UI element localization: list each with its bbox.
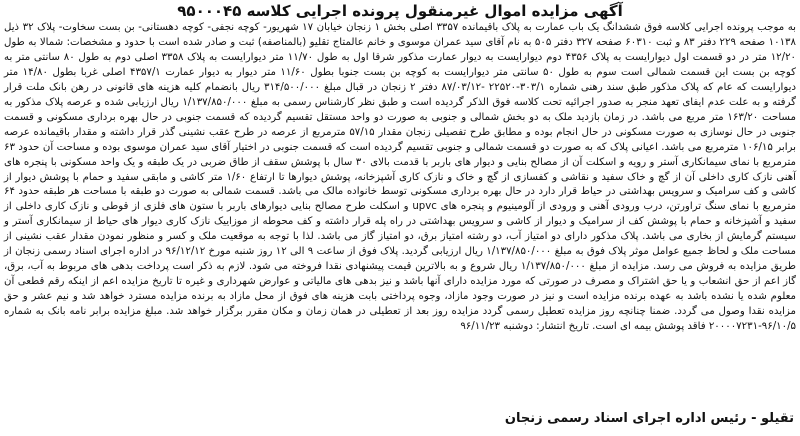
notice-title: آگهی مزایده اموال غیرمنقول پرونده اجرایی کلاسه ۹۵۰۰۰۴۵ [177,2,623,20]
notice-signature: تقیلو - رئیس اداره اجرای اسناد رسمی زنجان [504,411,794,426]
notice-body: به موجب پرونده اجرایی کلاسه فوق ششدانگ یک باب عمارت به پلاک باقیمانده ۳۳۵۷ اصلی بخش ۱ زنجان خیابان ۱۷ شهریور- کوچه نجفی- کوچه دهستانی- بن بست سخاوت- پلاک ۳۲ ذیل ۱۰۱۳۸ صفحه ۲۲۹ دفتر ۸۳ و ثبت ۶۰۳۱۰ صفحه ۳۲۷ دفتر ۵۰۵ به نام آقای سید عمران موسوی و خانم عالمتاج تقلیو (بالمناصفه) ثبت و صادر شده است با حدود و مشخصات: شمالا به طول ۱۲/۲۰ متر در دو قسمت اول دیوارایست به پلاک ۴۳۵۶ دوم دیوارایست به دیوار عمارت مذکور شرقا اول به طول ۱۱/۷۰ متر دیوارایست به پلاک ۳۳۵۸ اصلی دوم به طول ۸۰ سانتی متر به کوچه بن بست این قسمت شمالی است سوم به طول ۵۰ سانتی متر دیوارایست به کوچه بن بست جنوبا بطول ۱۱/۶۰ متر دیوار به دیوار عمارت ۴۳۵۷/۱ اصلی غربا بطول ۱۴/۸۰ متر دیوارایست که عام که پلاک مذکور طبق سند رهنی شماره ۳۰۳/۱-۲۲۵۲۰ -۸۷/۰۳/۱۲ دفتر ۲ زنجان در قبال مبلغ ۳۱۴/۵۰۰/۰۰۰ ریال بانضمام کلیه هزینه های قانونی در رهن بانک ملت قرار گرفته و به علت عدم ایفای تعهد منجر به صدور اجرائیه تحت کلاسه فوق الذکر گردیده است و طبق نظر کارشناس رسمی به مبلغ ۱/۱۳۷/۸۵۰/۰۰۰ ریال ارزیابی شده و عرصه پلاک مذکور به مساحت ۱۶۳/۲۰ متر مربع می باشد. در زمان بازدید ملک به دو بخش شمالی و جنوبی به صورت دو واحد مستقل تقسیم گردیده که قسمت جنوبی در حال بهره برداری مسکونی و قسمت جنوبی در حال نوسازی به صورت مسکونی در حال انجام بوده و مطابق طرح تفصیلی زنجان مقدار ۵۷/۱۵ مترمربع از عرصه در طرح عقب نشینی گذر قرار داشته و مقدار باقیمانده عرصه برابر ۱۰۶/۱۵ مترمربع می باشد. اعیانی پلاک که به صورت دو قسمت شمالی و جنوبی تقسیم گردیده است که قسمت جنوبی در اختیار آقای سید عمران موسوی بوده و مساحت آن حدود ۶۳ مترمربع با نمای سیمانکاری آستر و رویه و اسکلت آن از مصالح بنایی و دیوار های باربر با قدمت بالای ۳۰ سال با پوشش سقف از طاق ضربی در یک طبقه و یک واحد مسکونی با پنجره های آهنی نازک کاری داخلی آن از گچ و خاک سفید و نقاشی و کفسازی از گچ و خاک و نازک کاری آشپزخانه، پوشش دیوارها تا ارتفاع ۱/۶۰ متر کاشی و مابقی سفید و حمام با پوشش دیوار از کاشی و کف سرامیک و سرویس بهداشتی در حیاط قرار دارد در حال بهره برداری مسکونی توسط خانواده مالک می باشد. قسمت شمالی به صورت دو طبقه با مساحت هر طبقه حدود ۶۴ مترمربع با نمای سنگ تراورتن، درب ورودی آهنی و ورودی از آلومینیوم و پنجره های upvc و اسکلت طرح مصالح بنایی دیوارهای باربر با ستون های فلزی از قوطی و نازک کاری داخلی از سفید و آشپزخانه و حمام با پوشش کف از سرامیک و دیوار از کاشی و سرویس بهداشتی در راه پله قرار داشته و کف محوطه از موزاییک نازک کاری دیوار های حیاط از سیمانکاری آستر و سیستم گرمایش از بخاری می باشد. پلاک مذکور دارای دو امتیاز آب، دو رشته امتیاز برق، دو امتیاز گاز می باشد. لذا با توجه به موقعیت ملک و کسر و منظور نمودن مقدار عقب نشینی از مساحت ملک و لحاظ جمیع عوامل موثر پلاک فوق به مبلغ ۱/۱۳۷/۸۵۰/۰۰۰ ریال ارزیابی گردید. پلاک فوق از ساعت ۹ الی ۱۲ روز شنبه مورخ ۹۶/۱۲/۱۲ در اداره اجرای اسناد رسمی زنجان از طریق مزایده به فروش می رسد. مزایده از مبلغ ۱/۱۳۷/۸۵۰/۰۰۰ ریال شروع و به بالاترین قیمت پیشنهادی نقدا فروخته می شود. لازم به ذکر است پرداخت بدهی های مربوط به آب، برق، گاز اعم از حق انشعاب و یا حق اشتراک و مصرف در صورتی که مورد مزایده دارای آنها باشد و نیز بدهی های مالیاتی و عوارض شهرداری و غیره تا تاریخ مزایده اعم از اینکه رقم قطعی آن معلوم شده یا نشده باشد به عهده برنده مزایده است و نیز در صورت وجود مازاد، وجوه پرداختی بابت هزینه های فوق از محل مازاد به برنده مزایده مسترد خواهد شد و نیم عشر و حق مزایده نقدا وصول می گردد. ضمنا چنانچه روز مزایده تعطیل رسمی گردد مزایده روز بعد از تعطیلی در همان زمان و مکان مقرر برگزار خواهد شد. مبلغ مزایده برابر نامه بانک به شماره ۹۶/۱۰/۵-۲۰۰۰۰۷۲۳۱ فاقد پوشش بیمه ای است. تاریخ انتشار: دوشنبه ۹۶/۱۱/۲۳ [4,22,797,333]
